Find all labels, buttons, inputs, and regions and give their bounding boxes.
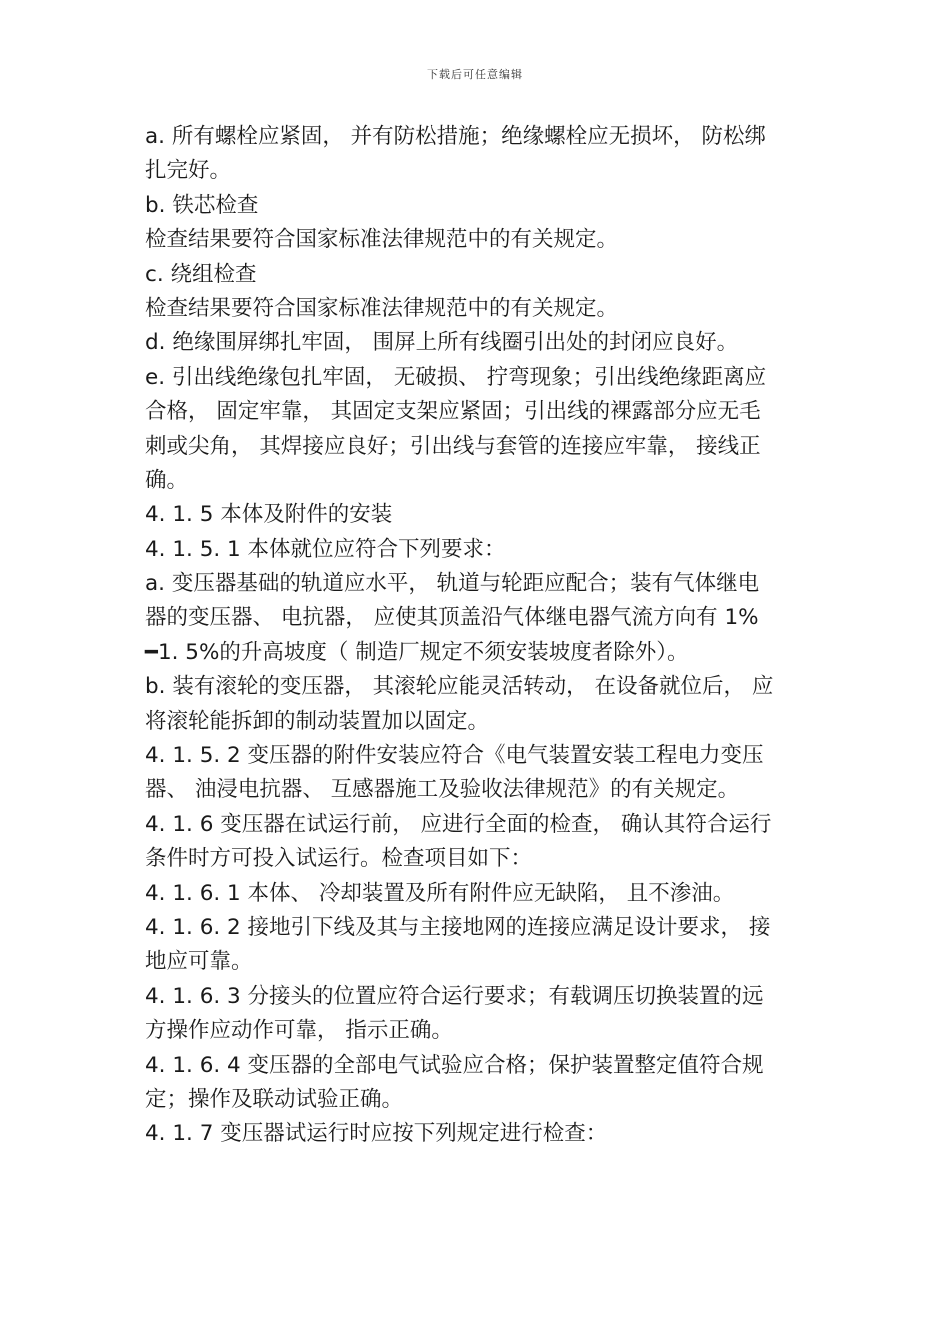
document-body: [145, 120, 815, 1152]
text-line: 扎完好。: [145, 158, 232, 184]
text-line: 定；操作及联动试验正确。: [145, 1086, 404, 1112]
text-line: 4. 1. 5. 2 变压器的附件安装应符合《电气装置安装工程电力变压: [145, 743, 764, 769]
text-line: 将滚轮能拆卸的制动装置加以固定。: [145, 708, 490, 734]
text-line: 检查结果要符合国家标准法律规范中的有关规定。: [145, 227, 619, 253]
text-line: 确。: [145, 467, 189, 493]
text-line: 4. 1. 6. 1 本体、 冷却装置及所有附件应无缺陷， 且不渗油。: [145, 880, 735, 906]
section-heading: 4. 1. 5 本体及附件的安装: [145, 502, 393, 528]
text-line: 刺或尖角， 其焊接应良好；引出线与套管的连接应牢靠， 接线正: [145, 433, 761, 459]
text-line: d. 绝缘围屏绑扎牢固， 围屏上所有线圈引出处的封闭应良好。: [145, 330, 739, 356]
text-line: c. 绕组检查: [145, 261, 257, 287]
page-header-note: 下载后可任意编辑: [427, 68, 523, 81]
text-line: 条件时方可投入试运行。检查项目如下：: [145, 846, 533, 872]
text-line: e. 引出线绝缘包扎牢固， 无破损、 拧弯现象；引出线绝缘距离应: [145, 364, 767, 390]
text-line: 合格， 固定牢靠， 其固定支架应紧固；引出线的裸露部分应无毛: [145, 399, 761, 425]
text-line: 器、 油浸电抗器、 互感器施工及验收法律规范》的有关规定。: [145, 777, 740, 803]
text-line: 检查结果要符合国家标准法律规范中的有关规定。: [145, 295, 619, 321]
text-line: b. 铁芯检查: [145, 192, 259, 218]
text-line: 方操作应动作可靠， 指示正确。: [145, 1018, 453, 1044]
text-line: 4. 1. 7 变压器试运行时应按下列规定进行检查：: [145, 1121, 608, 1147]
text-line: 地应可靠。: [145, 949, 253, 975]
subsection-heading: 4. 1. 5. 1 本体就位应符合下列要求：: [145, 536, 506, 562]
text-line: ━1. 5%的升高坡度（ 制造厂规定不须安装坡度者除外）。: [145, 639, 689, 665]
text-line: b. 装有滚轮的变压器， 其滚轮应能灵活转动， 在设备就位后， 应: [145, 674, 774, 700]
text-line: a. 所有螺栓应紧固， 并有防松措施；绝缘螺栓应无损坏， 防松绑: [145, 124, 767, 149]
text-line: 4. 1. 6. 4 变压器的全部电气试验应合格；保护装置整定值符合规: [145, 1052, 764, 1078]
text-line: 器的变压器、 电抗器， 应使其顶盖沿气体继电器气流方向有 1%: [145, 605, 759, 631]
text-line: a. 变压器基础的轨道应水平， 轨道与轮距应配合；装有气体继电: [145, 571, 760, 597]
text-line: 4. 1. 6. 2 接地引下线及其与主接地网的连接应满足设计要求， 接: [145, 914, 771, 940]
text-line: 4. 1. 6. 3 分接头的位置应符合运行要求；有载调压切换装置的远: [145, 983, 764, 1009]
text-line: 4. 1. 6 变压器在试运行前， 应进行全面的检查， 确认其符合运行: [145, 811, 772, 837]
